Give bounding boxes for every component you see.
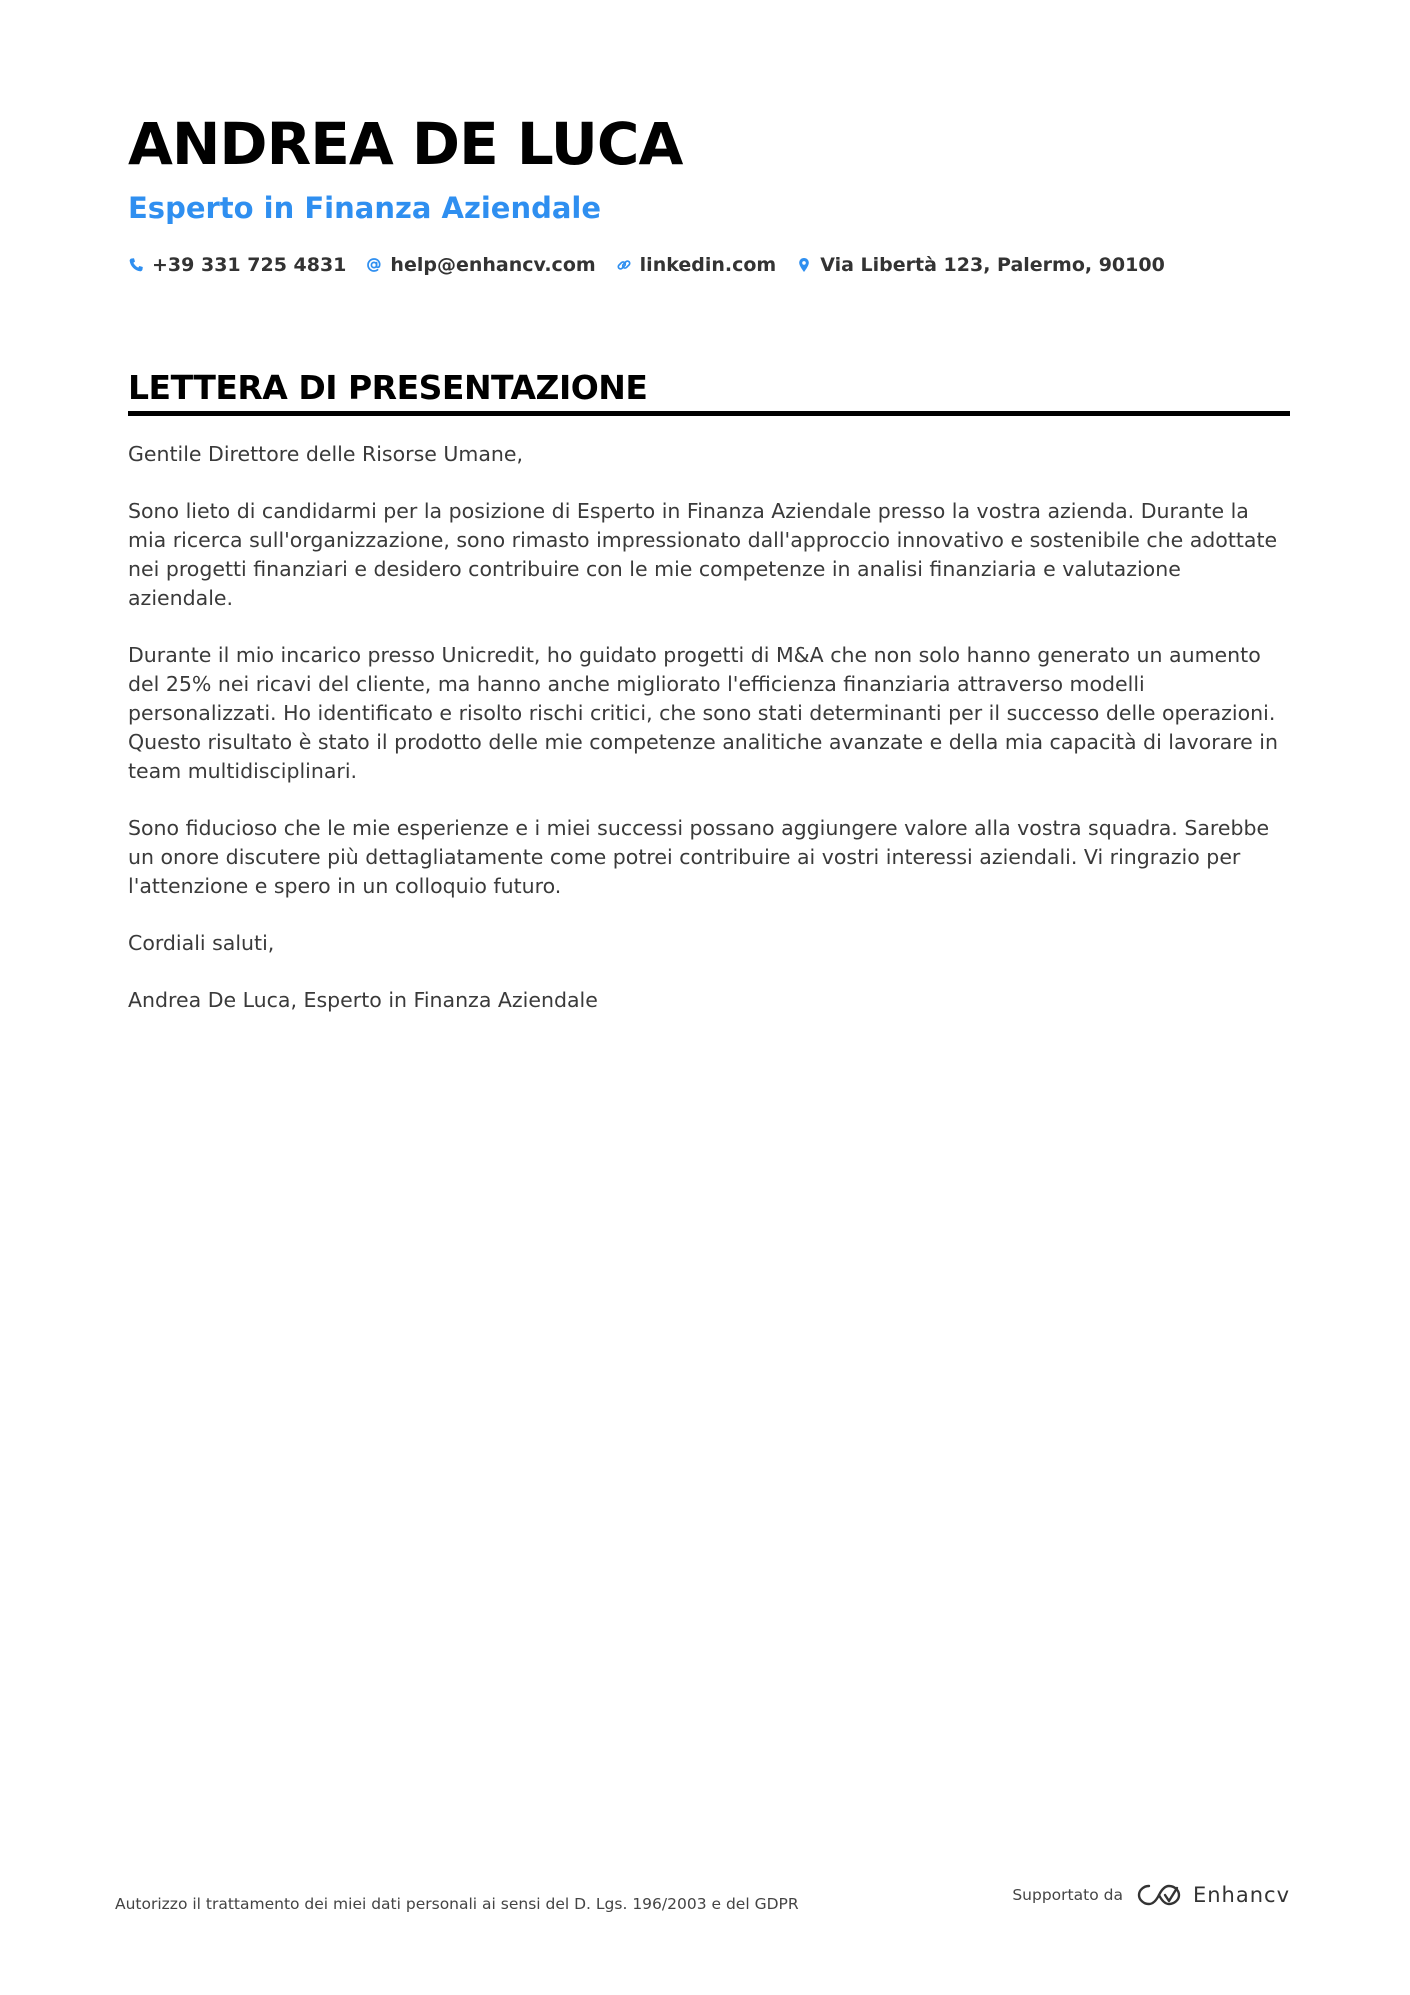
phone-icon bbox=[128, 257, 144, 273]
section-divider bbox=[128, 411, 1290, 416]
powered-by-label: Supportato da bbox=[1012, 1886, 1123, 1904]
contact-address bbox=[796, 254, 1165, 276]
enhancv-brand: Enhancv bbox=[1192, 1883, 1290, 1907]
letter-paragraph: Sono lieto di candidarmi per la posizione di Esperto in Finanza Aziendale presso la vostra azienda. Durante la mia ricerca sull'organizzazione, sono rimasto impressionato dall'approccio innovativo e sostenibile che adottate nei progetti finanziari e desidero contribuire con le mie competenze in analisi finanziaria e valutazione aziendale. bbox=[128, 499, 1278, 610]
contact-linkedin[interactable] bbox=[616, 254, 777, 276]
contact-address-text: Via Libertà 123, Palermo, 90100 bbox=[820, 254, 1165, 276]
applicant-role: Esperto in Finanza Aziendale bbox=[128, 191, 602, 225]
at-icon bbox=[366, 257, 382, 273]
section-title: LETTERA DI PRESENTAZIONE bbox=[128, 368, 648, 407]
letter-signature: Andrea De Luca, Esperto in Finanza Aziendale bbox=[128, 988, 598, 1012]
contact-email[interactable] bbox=[366, 254, 595, 276]
powered-by[interactable] bbox=[1012, 1882, 1290, 1908]
letter-paragraph: Sono fiducioso che le mie esperienze e i miei successi possano aggiungere valore alla vostra squadra. Sarebbe un onore discutere più dettagliatamente come potrei contribuire ai vostri interessi aziendali. Vi ringrazio per l'attenzione e spero in un colloquio futuro. bbox=[128, 816, 1270, 898]
location-pin-icon bbox=[796, 257, 812, 273]
letter-closing: Cordiali saluti, bbox=[128, 931, 275, 955]
letter-paragraph: Durante il mio incarico presso Unicredit, ho guidato progetti di M&A che non solo hanno generato un aumento del 25% nei ricavi del cliente, ma hanno anche migliorato l'efficienza finanziaria attraverso modelli personalizzati. Ho identificato e risolto rischi critici, che sono stati determinanti per il successo delle operazioni. Questo risultato è stato il prodotto delle mie competenze analitiche avanzate e della mia capacità di lavorare in team multidisciplinari. bbox=[128, 643, 1278, 783]
link-icon bbox=[616, 257, 632, 273]
contact-phone[interactable] bbox=[128, 254, 346, 276]
contact-bar bbox=[128, 254, 1185, 276]
applicant-name: ANDREA DE LUCA bbox=[128, 110, 683, 178]
contact-phone-text: +39 331 725 4831 bbox=[152, 254, 347, 276]
contact-linkedin-text: linkedin.com bbox=[639, 254, 777, 276]
enhancv-logo-icon bbox=[1135, 1882, 1183, 1908]
contact-email-text: help@enhancv.com bbox=[390, 254, 596, 276]
letter-body bbox=[128, 440, 1290, 1043]
privacy-consent: Autorizzo il trattamento dei miei dati personali ai sensi del D. Lgs. 196/2003 e del GDPR bbox=[115, 1895, 799, 1913]
letter-greeting: Gentile Direttore delle Risorse Umane, bbox=[128, 442, 524, 466]
